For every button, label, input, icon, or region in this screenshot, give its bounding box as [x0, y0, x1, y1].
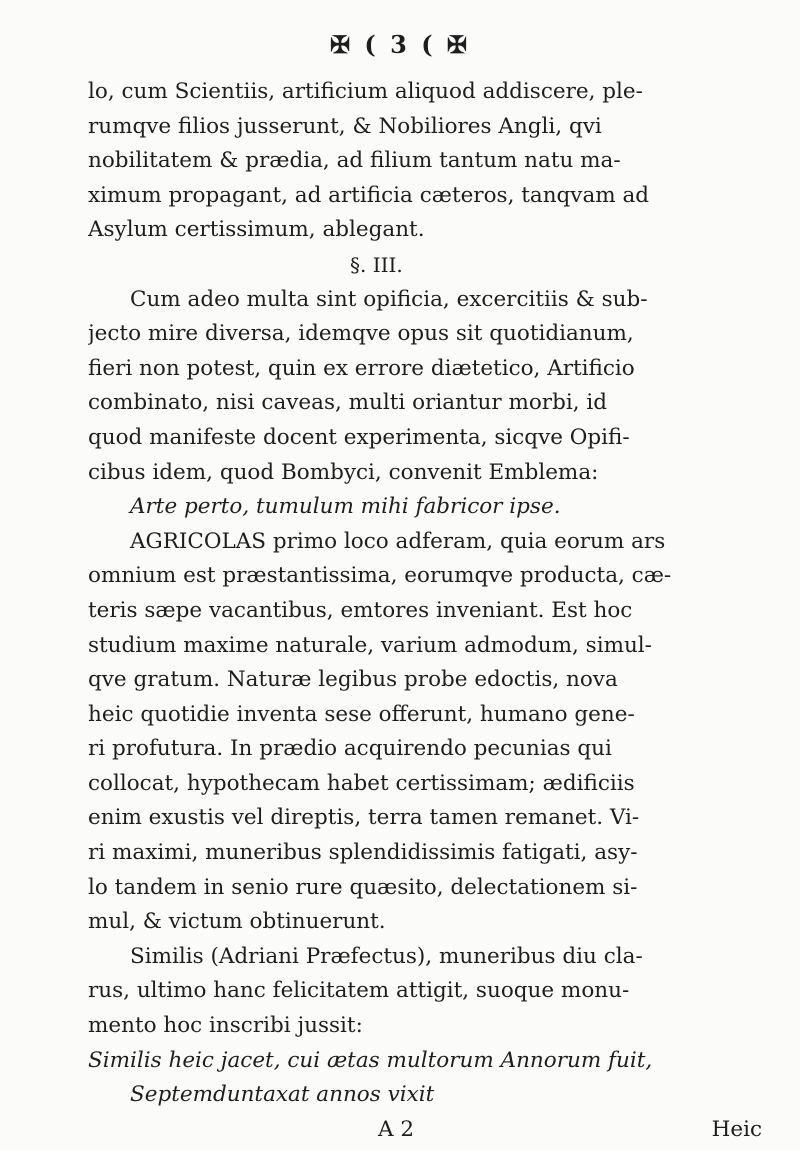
text-line: studium maxime naturale, varium admodum, simul-	[88, 632, 652, 658]
text-line: rus, ultimo hanc felicitatem attigit, suoque monu-	[88, 978, 630, 1004]
text-line: lo, cum Scientiis, artificium aliquod addiscere, ple-	[88, 79, 643, 104]
text-line: jecto mire diversa, idemqve opus sit quotidianum,	[88, 321, 634, 347]
text-line: ri profutura. In prædio acquirendo pecunias qui	[88, 736, 612, 762]
text-line: AGRICOLAS primo loco adferam, quia eorum ars	[130, 528, 666, 554]
text-line: omnium est præstantissima, eorumqve producta, cæ-	[88, 563, 672, 589]
text-line: ximum propagant, ad artificia cæteros, tanqvam ad	[88, 182, 650, 208]
page-body	[88, 75, 770, 1147]
text-line: Asylum certissimum, ablegant.	[88, 217, 425, 243]
text-line: nobilitatem & prædia, ad filium tantum natu ma-	[88, 148, 621, 174]
running-head: ✠ ( 3 ( ✠	[329, 30, 471, 59]
text-line: enim exustis vel direptis, terra tamen remanet. Vi-	[88, 805, 640, 831]
page-footer	[88, 1113, 770, 1148]
text-line: mento hoc inscribi jussit:	[88, 1013, 363, 1039]
text-line: ri maximi, muneribus splendidissimis fatigati, asy-	[88, 840, 638, 866]
text-line: Cum adeo multa sint opificia, excercitiis & sub-	[130, 286, 648, 312]
section-heading: §. III.	[350, 252, 403, 277]
epitaph-line: Similis heic jacet, cui ætas multorum Annorum fuit,	[88, 1047, 653, 1073]
text-line: quod manifeste docent experimenta, sicqve Opifi-	[88, 424, 630, 450]
text-line: lo tandem in senio rure quæsito, delectationem si-	[88, 874, 638, 900]
text-line: Similis (Adriani Præfectus), muneribus diu cla-	[130, 943, 643, 969]
epitaph-line: Septemduntaxat annos vixit	[130, 1082, 435, 1108]
emblem-motto: Arte perto, tumulum mihi fabricor ipse.	[130, 494, 561, 520]
text-line: fieri non potest, quin ex errore diætetico, Artificio	[88, 355, 635, 381]
text-line: heic quotidie inventa sese offerunt, humano gene-	[88, 701, 635, 727]
text-line: cibus idem, quod Bombyci, convenit Emblema:	[88, 459, 599, 485]
text-line: teris sæpe vacantibus, emtores inveniant. Est hoc	[88, 597, 633, 623]
catchword: Heic	[711, 1116, 762, 1142]
text-line: qve gratum. Naturæ legibus probe edoctis, nova	[88, 667, 618, 693]
text-line: rumqve filios jusserunt, & Nobiliores Angli, qvi	[88, 113, 602, 139]
text-line: combinato, nisi caveas, multi oriantur morbi, id	[88, 390, 608, 416]
text-line: collocat, hypothecam habet certissimam; ædificiis	[88, 770, 635, 796]
signature-mark: A 2	[378, 1116, 415, 1142]
text-line: mul, & victum obtinuerunt.	[88, 909, 386, 935]
